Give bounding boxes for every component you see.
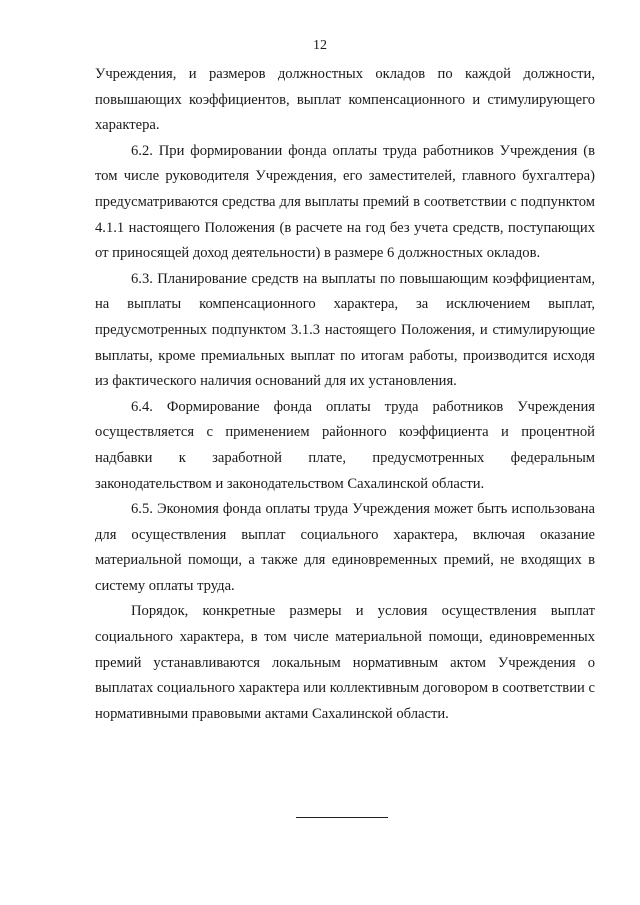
paragraph-6-4: 6.4. Формирование фонда оплаты труда работников Учреждения осуществляется с применением районного коэффициента и процентной надбавки к заработной плате, предусмотренных федеральным законодательством и законодательством Сахалинской области. [95, 398, 595, 492]
document-body [95, 62, 595, 727]
page-number: 12 [313, 38, 327, 53]
end-of-document-rule [296, 817, 388, 818]
paragraph-social-payments-order: Порядок, конкретные размеры и условия осуществления выплат социального характера, в том числе материальной помощи, единовременных премий устанавливаются локальным нормативным актом Учреждения о выплатах социального характера или коллективным договором в соответствии с нормативными правовыми актами Сахалинской области. [95, 603, 595, 722]
paragraph-6-2: 6.2. При формировании фонда оплаты труда работников Учреждения (в том числе руководителя Учреждения, его заместителей, главного бухгалтера) предусматриваются средства для выплаты премий в соответствии с подпунктом 4.1.1 настоящего Положения (в расчете на год без учета средств, поступающих от приносящей доход деятельности) в размере 6 должностных окладов. [95, 142, 595, 262]
paragraph-continuation: Учреждения, и размеров должностных окладов по каждой должности, повышающих коэффициентов, выплат компенсационного и стимулирующего характера. [95, 66, 595, 134]
paragraph-6-3: 6.3. Планирование средств на выплаты по повышающим коэффициентам, на выплаты компенсационного характера, за исключением выплат, предусмотренных подпунктом 3.1.3 настоящего Положения, и стимулирующие выплаты, кроме премиальных выплат по итогам работы, производится исходя из фактического наличия оснований для их установления. [95, 270, 595, 390]
paragraph-6-5: 6.5. Экономия фонда оплаты труда Учреждения может быть использована для осуществления выплат социального характера, включая оказание материальной помощи, а также для единовременных премий, не входящих в систему оплаты труда. [95, 501, 595, 594]
